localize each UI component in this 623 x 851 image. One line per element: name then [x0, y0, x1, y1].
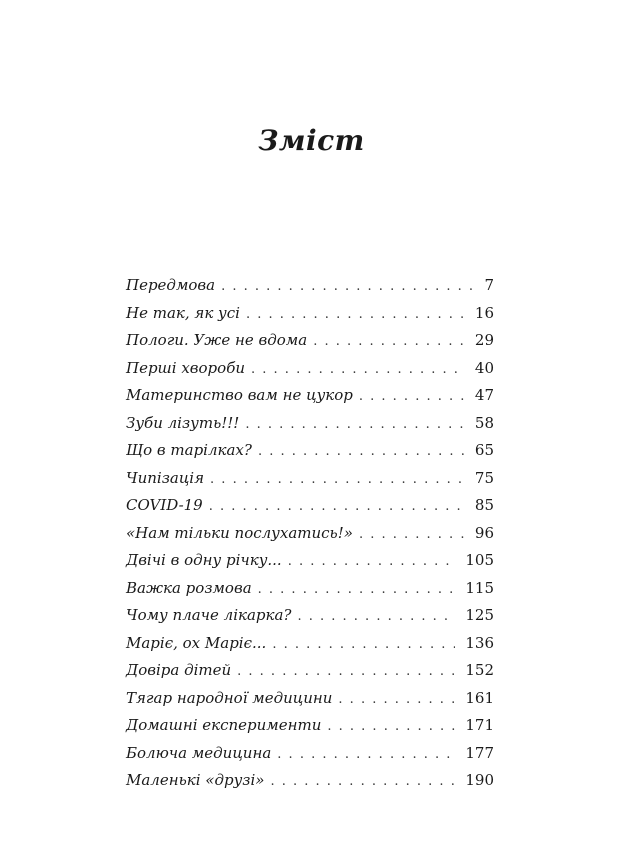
toc-dot-leader: [270, 768, 455, 796]
toc-entry: [126, 575, 494, 603]
toc-entry-title: Чипізація: [126, 468, 205, 487]
toc-entry-title: Домашні експерименти: [126, 716, 322, 734]
toc-entry: [126, 382, 494, 410]
toc-entry-page: 96: [474, 523, 494, 542]
toc-dot-leader: [251, 356, 465, 384]
toc-dot-leader: [245, 411, 465, 439]
toc-entry: [126, 410, 494, 438]
toc-entry-title: Передмова: [126, 276, 216, 294]
toc-entry-title: Двічі в одну річку...: [126, 551, 282, 569]
toc-entry-title: Зуби лізуть!!!: [126, 413, 240, 432]
toc-dot-leader: [258, 438, 465, 466]
toc-entry-title: Пологи. Уже не вдома: [126, 331, 308, 349]
toc-entry-page: 7: [484, 276, 494, 294]
toc-entry-title: Чому плаче лікарка?: [126, 606, 292, 624]
toc-dot-leader: [209, 493, 465, 521]
toc-entry-page: 136: [465, 633, 494, 652]
toc-entry: [126, 657, 494, 685]
toc-dot-leader: [237, 658, 455, 686]
toc-dot-leader: [221, 273, 474, 301]
toc-entry: [126, 630, 494, 658]
toc-entry: [126, 327, 494, 355]
toc-entry-page: 115: [465, 578, 494, 597]
toc-dot-leader: [277, 741, 455, 769]
toc-entry-title: Болюча медицина: [126, 743, 272, 762]
toc-entry: [126, 300, 494, 328]
toc-entry-page: 190: [465, 771, 494, 789]
toc-entry: [126, 712, 494, 740]
toc-entry-title: COVID-19: [126, 496, 203, 514]
toc-entry-title: Не так, як усі: [126, 303, 240, 322]
toc-entry: [126, 602, 494, 630]
toc-entry: [126, 547, 494, 575]
toc-entry-title: Маріє, ох Маріє...: [126, 633, 267, 652]
toc-dot-leader: [297, 603, 455, 631]
toc-entry-title: Перші хвороби: [126, 358, 246, 377]
toc-entry: [126, 740, 494, 768]
toc-dot-leader: [359, 521, 465, 549]
toc-entry: [126, 685, 494, 713]
toc-entry-page: 152: [465, 661, 494, 679]
page-title: Зміст: [258, 124, 365, 157]
toc-entry-page: 40: [474, 358, 494, 377]
table-of-contents: [126, 272, 494, 795]
toc-entry-page: 47: [474, 386, 494, 404]
toc-entry-title: Материнство вам не цукор: [126, 386, 353, 404]
toc-entry: [126, 465, 494, 493]
toc-entry: [126, 272, 494, 300]
toc-entry: [126, 437, 494, 465]
toc-entry-page: 125: [465, 606, 494, 624]
toc-dot-leader: [313, 328, 465, 356]
toc-entry-page: 171: [465, 716, 494, 734]
toc-dot-leader: [258, 576, 456, 604]
toc-entry-title: Важка розмова: [126, 578, 252, 597]
toc-dot-leader: [359, 383, 465, 411]
toc-entry-page: 65: [474, 441, 494, 459]
toc-entry-page: 75: [474, 468, 494, 487]
toc-entry-page: 161: [465, 688, 494, 707]
toc-entry-title: Маленькі «друзі»: [126, 771, 265, 789]
toc-entry-page: 29: [474, 331, 494, 349]
toc-entry-page: 58: [474, 413, 494, 432]
toc-entry: [126, 520, 494, 548]
toc-dot-leader: [288, 548, 456, 576]
toc-dot-leader: [327, 713, 455, 741]
toc-entry: [126, 355, 494, 383]
toc-entry-page: 16: [474, 303, 494, 322]
toc-entry-title: Довіра дітей: [126, 661, 232, 679]
toc-entry-page: 105: [465, 551, 494, 569]
toc-entry-title: Що в тарілках?: [126, 441, 252, 459]
toc-dot-leader: [272, 631, 455, 659]
toc-entry: [126, 767, 494, 795]
toc-entry-title: Тягар народної медицини: [126, 688, 333, 707]
toc-entry-title: «Нам тільки послухатись!»: [126, 523, 353, 542]
toc-entry-page: 177: [465, 743, 494, 762]
toc-dot-leader: [246, 301, 465, 329]
toc-entry: [126, 492, 494, 520]
toc-entry-page: 85: [474, 496, 494, 514]
toc-dot-leader: [210, 466, 465, 494]
toc-dot-leader: [338, 686, 455, 714]
